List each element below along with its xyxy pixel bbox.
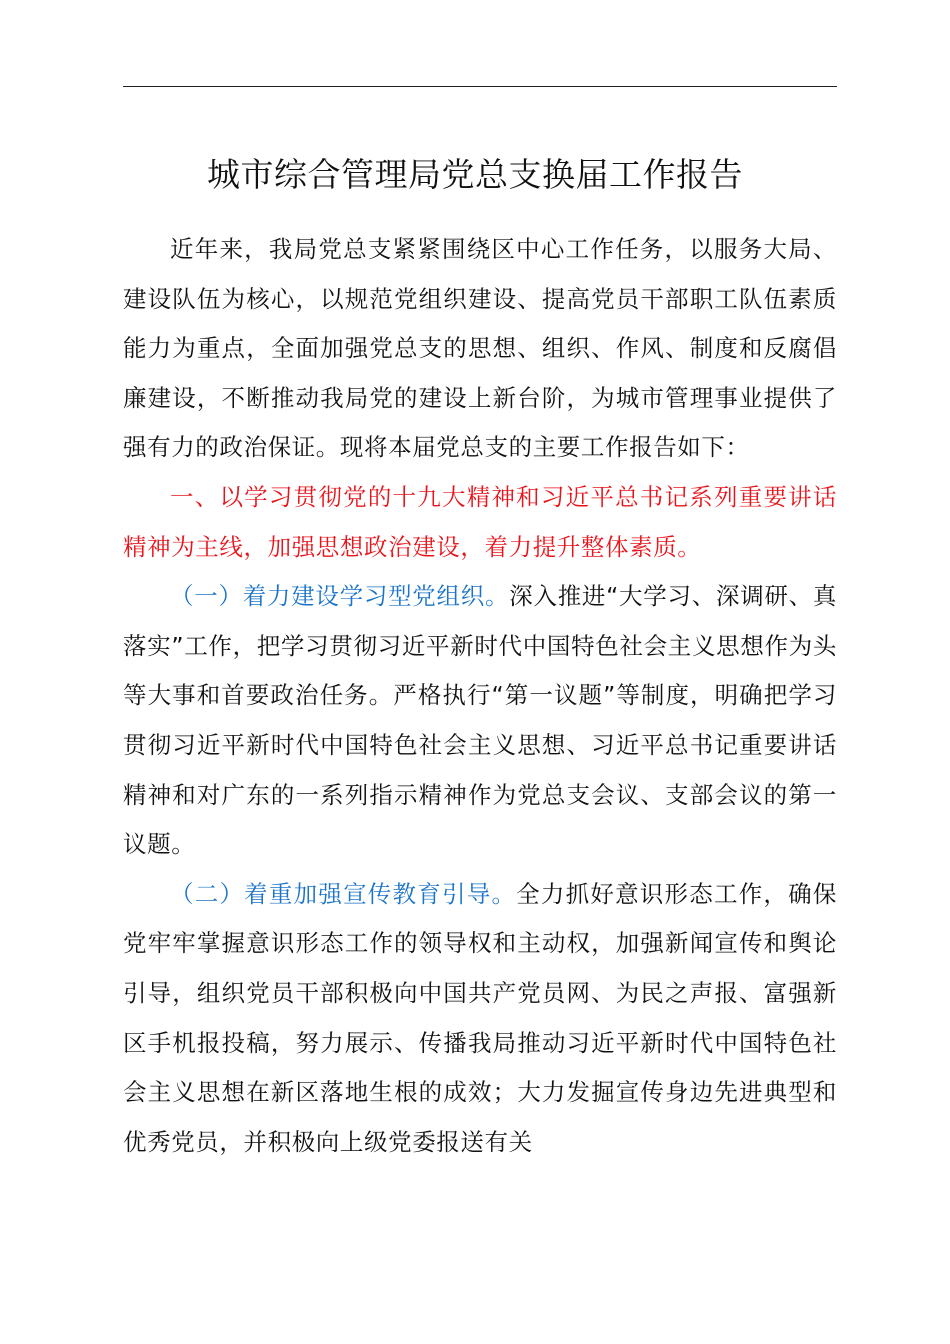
header-rule [123, 86, 837, 87]
subsection-heading-2: （二）着重加强宣传教育引导。 [170, 879, 517, 908]
document-title: 城市综合管理局党总支换届工作报告 [207, 155, 743, 194]
subsection-paragraph-2 [123, 870, 837, 1168]
document-body [123, 225, 837, 1167]
section-heading-1: 一、以学习贯彻党的十九大精神和习近平总书记系列重要讲话精神为主线，加强思想政治建设，着力提升整体素质。 [123, 482, 837, 561]
subsection-heading-1: （一）着力建设学习型党组织。 [170, 582, 510, 611]
subsection-body-1: 深入推进“大学习、深调研、真落实”工作，把学习贯彻习近平新时代中国特色社会主义思想作为头等大事和首要政治任务。严格执行“第一议题”等制度，明确把学习贯彻习近平新时代中国特色社会主义思想、习近平总书记重要讲话精神和对广东的一系列指示精神作为党总支会议、支部会议的第一议题。 [123, 582, 838, 859]
subsection-paragraph-1 [123, 572, 837, 870]
subsection-body-2: 全力抓好意识形态工作，确保党牢牢掌握意识形态工作的领导权和主动权，加强新闻宣传和舆论引导，组织党员干部积极向中国共产党员网、为民之声报、富强新区手机报投稿，努力展示、传播我局推动习近平新时代中国特色社会主义思想在新区落地生根的成效；大力发掘宣传身边先进典型和优秀党员，并积极向上级党委报送有关 [123, 879, 837, 1156]
intro-paragraph: 近年来，我局党总支紧紧围绕区中心工作任务，以服务大局、建设队伍为核心，以规范党组织建设、提高党员干部职工队伍素质能力为重点，全面加强党总支的思想、组织、作风、制度和反腐倡廉建设，不断推动我局党的建设上新台阶，为城市管理事业提供了强有力的政治保证。现将本届党总支的主要工作报告如下： [123, 235, 837, 462]
